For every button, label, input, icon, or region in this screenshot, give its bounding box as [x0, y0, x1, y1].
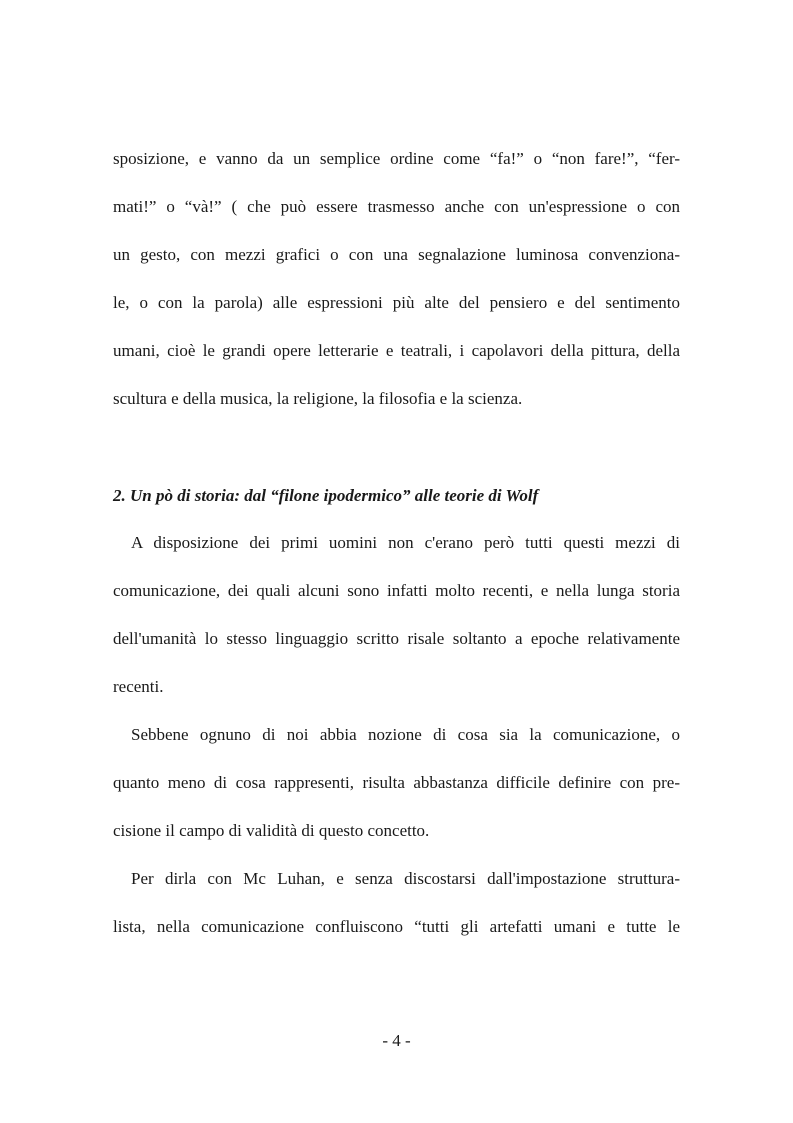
text-line: scultura e della musica, la religione, la filosofia e la scienza.	[113, 389, 523, 408]
text-line: recenti.	[113, 677, 164, 696]
text-line: le, o con la parola) alle espressioni più alte del pensiero e del sentimento	[113, 293, 680, 312]
text-line	[113, 724, 680, 746]
page-number: - 4 -	[382, 1031, 411, 1050]
text-line: sposizione, e vanno da un semplice ordine come “fa!” o “non fare!”, “fer-	[113, 149, 680, 168]
text-line: cisione il campo di validità di questo concetto.	[113, 821, 430, 840]
text-line: comunicazione, dei quali alcuni sono infatti molto recenti, e nella lunga storia	[113, 581, 680, 600]
section-heading: 2. Un pò di storia: dal “filone ipodermico” alle teorie di Wolf	[113, 486, 539, 505]
text-line: quanto meno di cosa rappresenti, risulta abbastanza difficile definire con pre-	[113, 773, 680, 792]
text-line: mati!” o “và!” ( che può essere trasmesso anche con un'espressione o con	[113, 197, 680, 216]
text-line: umani, cioè le grandi opere letterarie e teatrali, i capolavori della pittura, della	[113, 341, 680, 360]
text-line: lista, nella comunicazione confluiscono “tutti gli artefatti umani e tutte le	[113, 917, 680, 936]
text-line: un gesto, con mezzi grafici o con una segnalazione luminosa convenziona-	[113, 245, 680, 264]
text-line-content: Per dirla con Mc Luhan, e senza discostarsi dall'impostazione struttura-	[131, 869, 680, 888]
text-line	[113, 532, 680, 554]
text-line-content: A disposizione dei primi uomini non c'erano però tutti questi mezzi di	[131, 533, 680, 552]
text-line	[113, 868, 680, 890]
text-line: dell'umanità lo stesso linguaggio scritto risale soltanto a epoche relativamente	[113, 629, 680, 648]
text-line-content: Sebbene ognuno di noi abbia nozione di cosa sia la comunicazione, o	[131, 725, 680, 744]
